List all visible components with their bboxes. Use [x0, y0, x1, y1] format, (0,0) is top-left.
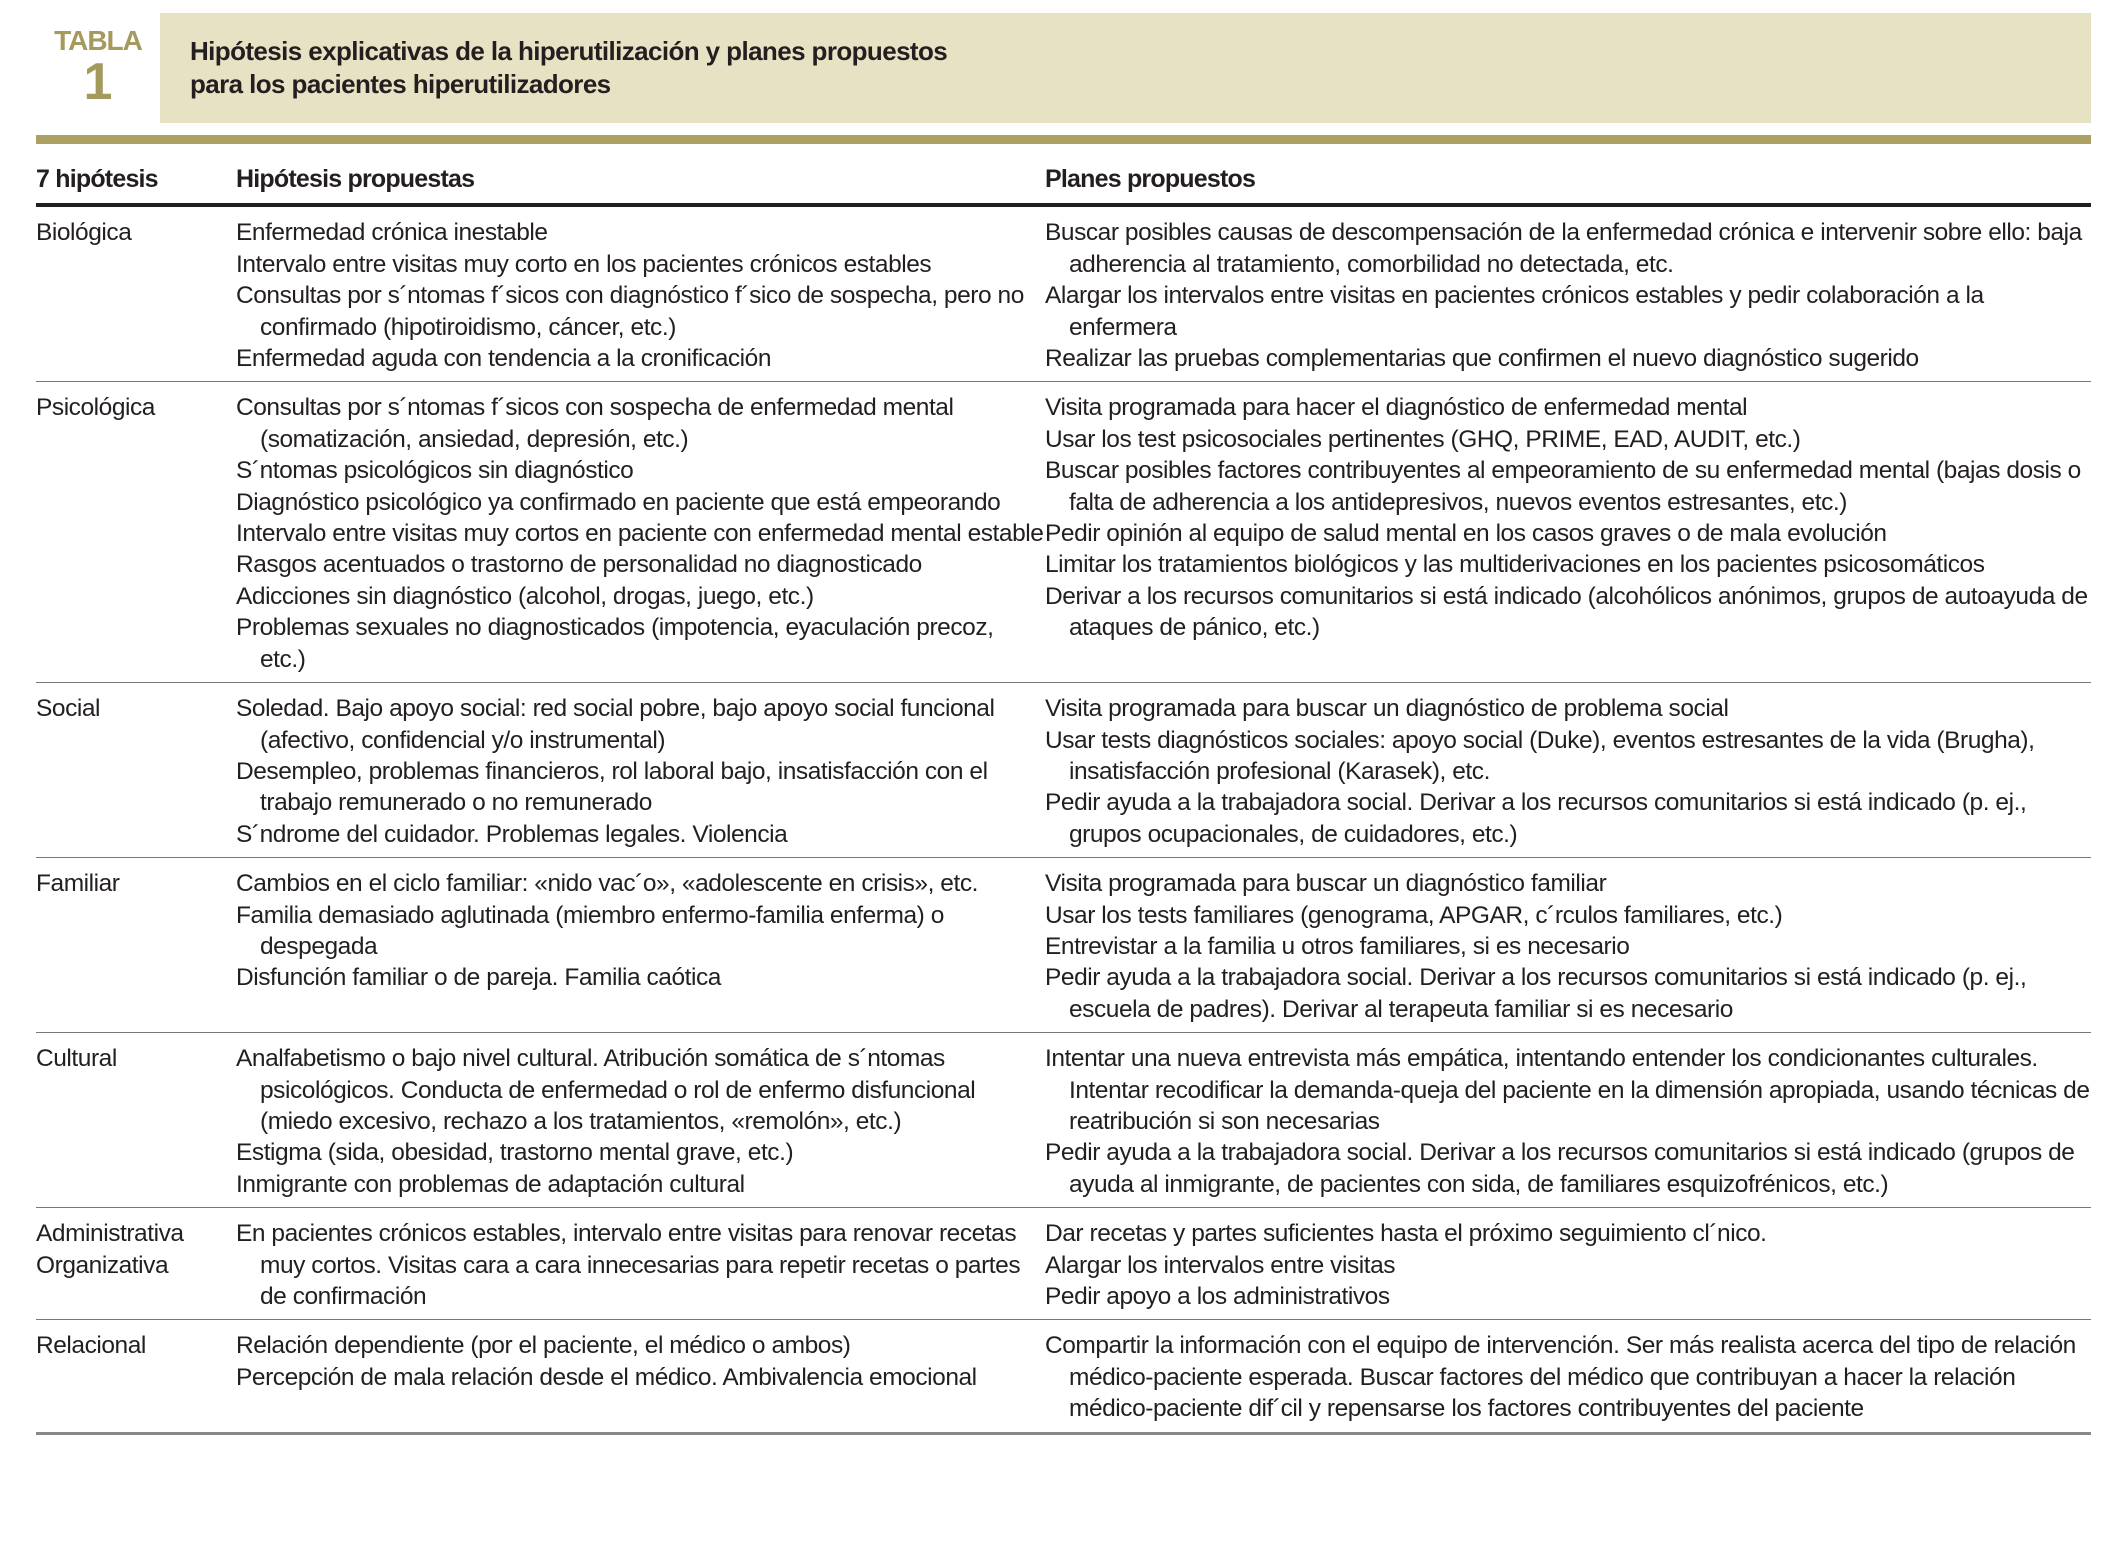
plan-item: Pedir ayuda a la trabajadora social. Derivar a los recursos comunitarios si está indicado (p. ej., escuela de padres). Derivar al terapeuta familiar si es necesario [1045, 964, 2027, 1023]
table-row [36, 858, 2091, 1033]
plans-cell [1045, 1033, 2091, 1208]
header-rule [36, 135, 2091, 144]
plan-item: Visita programada para hacer el diagnóstico de enfermedad mental [1045, 394, 1748, 422]
table-row [36, 205, 2091, 382]
table-figure [36, 0, 2091, 1435]
category-cell [36, 1320, 236, 1433]
plan-item: Alargar los intervalos entre visitas [1045, 1251, 1396, 1279]
column-header: 7 hipótesis [36, 144, 236, 205]
category-label: Familiar [36, 870, 120, 898]
table-label-text: TABLA [54, 25, 142, 56]
table-title [190, 35, 947, 101]
hypothesis-item: Familia demasiado aglutinada (miembro enfermo-familia enferma) o despegada [236, 901, 944, 960]
plan-item: Limitar los tratamientos biológicos y las multiderivaciones en los pacientes psicosomáticos [1045, 551, 1985, 579]
plan-item: Usar los test psicosociales pertinentes (GHQ, PRIME, EAD, AUDIT, etc.) [1045, 425, 1801, 453]
hypothesis-item: Problemas sexuales no diagnosticados (impotencia, eyaculación precoz, etc.) [236, 614, 994, 673]
table-row [36, 382, 2091, 683]
plan-item: Dar recetas y partes suficientes hasta el próximo seguimiento cl´nico. [1045, 1220, 1767, 1248]
table-row [36, 1033, 2091, 1208]
table-label [36, 25, 160, 111]
plan-item: Usar los tests familiares (genograma, APGAR, c´rculos familiares, etc.) [1045, 901, 1783, 929]
plans-cell [1045, 382, 2091, 683]
hypothesis-item: Diagnóstico psicológico ya confirmado en paciente que está empeorando [236, 488, 1001, 516]
plans-cell [1045, 205, 2091, 382]
plan-item: Visita programada para buscar un diagnóstico familiar [1045, 870, 1607, 898]
hypothesis-item: En pacientes crónicos estables, intervalo entre visitas para renovar recetas muy cortos. Visitas cara a cara innecesarias para repetir recetas o partes de confirmación [236, 1220, 1021, 1310]
hypothesis-item: S´ndrome del cuidador. Problemas legales. Violencia [236, 820, 788, 848]
table-row [36, 1208, 2091, 1320]
hypothesis-item: Relación dependiente (por el paciente, el médico o ambos) [236, 1332, 851, 1360]
column-header: Hipótesis propuestas [236, 144, 1045, 205]
category-cell [36, 382, 236, 683]
hypotheses-cell [236, 1320, 1045, 1433]
hypothesis-item: Inmigrante con problemas de adaptación cultural [236, 1170, 745, 1198]
category-label: Organizativa [36, 1251, 169, 1279]
hypothesis-item: Desempleo, problemas financieros, rol laboral bajo, insatisfacción con el trabajo remunerado o no remunerado [236, 757, 988, 817]
hypotheses-cell [236, 205, 1045, 382]
plan-item: Entrevistar a la familia u otros familiares, si es necesario [1045, 932, 1630, 960]
hypotheses-cell [236, 382, 1045, 683]
category-label: Administrativa [36, 1220, 184, 1248]
category-label: Relacional [36, 1332, 146, 1360]
plan-item: Buscar posibles causas de descompensación de la enfermedad crónica e intervenir sobre ello: baja adherencia al tratamiento, comorbilidad no detectada, etc. [1045, 219, 2082, 278]
hypothesis-item: Adicciones sin diagnóstico (alcohol, drogas, juego, etc.) [236, 582, 814, 610]
table-row [36, 683, 2091, 858]
plan-item: Alargar los intervalos entre visitas en pacientes crónicos estables y pedir colaboración a la enfermera [1045, 282, 1984, 341]
hypothesis-item: Enfermedad aguda con tendencia a la cronificación [236, 345, 772, 373]
plan-item: Intentar una nueva entrevista más empática, intentando entender los condicionantes culturales. Intentar recodificar la demanda-queja del paciente en la dimensión apropiada, usando técnicas de reatribución si son necesarias [1045, 1045, 2090, 1135]
hypothesis-item: Percepción de mala relación desde el médico. Ambivalencia emocional [236, 1363, 977, 1391]
hypothesis-item: Intervalo entre visitas muy cortos en paciente con enfermedad mental estable [236, 520, 1044, 548]
plan-item: Realizar las pruebas complementarias que confirmen el nuevo diagnóstico sugerido [1045, 345, 1919, 373]
plan-item: Pedir apoyo a los administrativos [1045, 1283, 1390, 1310]
title-band [160, 13, 2091, 123]
plan-item: Pedir ayuda a la trabajadora social. Derivar a los recursos comunitarios si está indicado (grupos de ayuda al inmigrante, de pacientes con sida, de familiares esquizofrénicos, etc.) [1045, 1139, 2075, 1198]
category-cell [36, 205, 236, 382]
hypothesis-item: Cambios en el ciclo familiar: «nido vac´o», «adolescente en crisis», etc. [236, 870, 978, 898]
table-row [36, 1320, 2091, 1433]
hypotheses-table [36, 144, 2091, 1435]
hypothesis-item: Consultas por s´ntomas f´sicos con diagnóstico f´sico de sospecha, pero no confirmado (hipotiroidismo, cáncer, etc.) [236, 282, 1024, 341]
hypotheses-cell [236, 683, 1045, 858]
plan-item: Compartir la información con el equipo de intervención. Ser más realista acerca del tipo de relación médico-paciente esperada. Buscar factores del médico que contribuyan a hacer la relación médico-paciente dif´cil y repensarse los factores contribuyentes del paciente [1045, 1332, 2076, 1423]
hypotheses-cell [236, 1033, 1045, 1208]
hypothesis-item: Analfabetismo o bajo nivel cultural. Atribución somática de s´ntomas psicológicos. Conducta de enfermedad o rol de enfermo disfuncional (miedo excesivo, rechazo a los tratamientos, «remolón», etc.) [236, 1045, 976, 1135]
hypothesis-item: S´ntomas psicológicos sin diagnóstico [236, 457, 634, 485]
hypothesis-item: Consultas por s´ntomas f´sicos con sospecha de enfermedad mental (somatización, ansiedad, depresión, etc.) [236, 394, 954, 453]
category-label: Cultural [36, 1045, 117, 1073]
plans-cell [1045, 858, 2091, 1033]
hypothesis-item: Rasgos acentuados o trastorno de personalidad no diagnosticado [236, 551, 922, 579]
plan-item: Buscar posibles factores contribuyentes al empeoramiento de su enfermedad mental (bajas dosis o falta de adherencia a los antidepresivos, nuevos eventos estresantes, etc.) [1045, 457, 2081, 516]
title-line-1: Hipótesis explicativas de la hiperutilización y planes propuestos [190, 36, 948, 66]
category-label: Social [36, 695, 101, 723]
hypothesis-item: Soledad. Bajo apoyo social: red social pobre, bajo apoyo social funcional (afectivo, confidencial y/o instrumental) [236, 695, 995, 754]
title-line-2: para los pacientes hiperutilizadores [190, 69, 611, 99]
category-cell [36, 858, 236, 1033]
plans-cell [1045, 683, 2091, 858]
table-header [36, 13, 2091, 135]
hypothesis-item: Disfunción familiar o de pareja. Familia caótica [236, 964, 721, 992]
category-cell [36, 1033, 236, 1208]
hypotheses-cell [236, 1208, 1045, 1320]
hypotheses-cell [236, 858, 1045, 1033]
category-label: Biológica [36, 219, 132, 247]
hypothesis-item: Enfermedad crónica inestable [236, 219, 548, 247]
plan-item: Pedir ayuda a la trabajadora social. Derivar a los recursos comunitarios si está indicado (p. ej., grupos ocupacionales, de cuidadores, etc.) [1045, 789, 2027, 848]
category-cell [36, 1208, 236, 1320]
table-number: 1 [83, 53, 113, 111]
column-header: Planes propuestos [1045, 144, 2091, 205]
category-label: Psicológica [36, 394, 155, 422]
plans-cell [1045, 1208, 2091, 1320]
plans-cell [1045, 1320, 2091, 1433]
plan-item: Pedir opinión al equipo de salud mental en los casos graves o de mala evolución [1045, 520, 1887, 548]
category-cell [36, 683, 236, 858]
plan-item: Derivar a los recursos comunitarios si está indicado (alcohólicos anónimos, grupos de autoayuda de ataques de pánico, etc.) [1045, 582, 2088, 642]
hypothesis-item: Estigma (sida, obesidad, trastorno mental grave, etc.) [236, 1139, 794, 1167]
hypothesis-item: Intervalo entre visitas muy corto en los pacientes crónicos estables [236, 250, 932, 278]
plan-item: Usar tests diagnósticos sociales: apoyo social (Duke), eventos estresantes de la vida (Brugha), insatisfacción profesional (Karasek), etc. [1045, 726, 2035, 785]
plan-item: Visita programada para buscar un diagnóstico de problema social [1045, 695, 1729, 723]
